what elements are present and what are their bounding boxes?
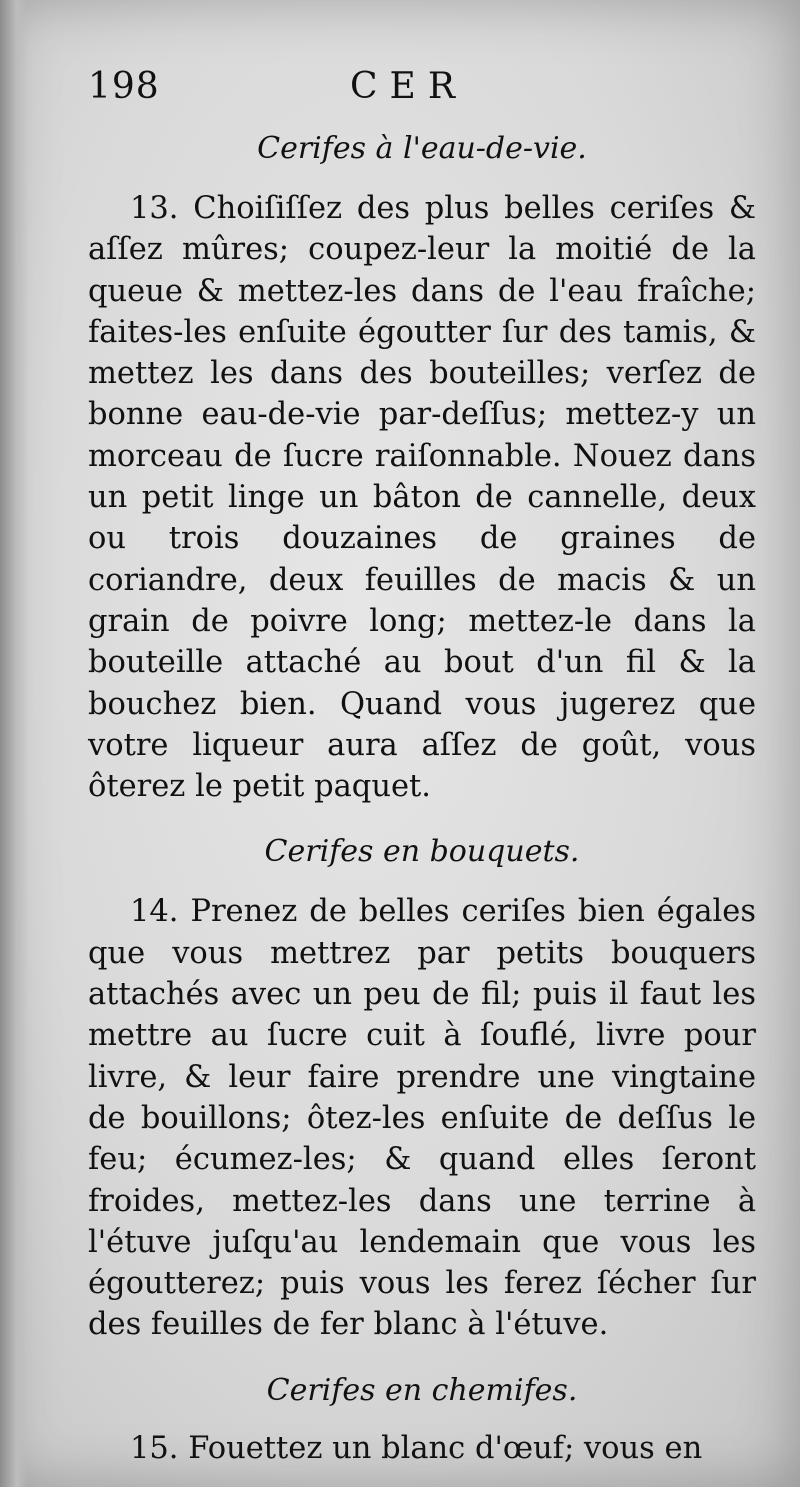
recipe-text-13: Choiſiſſez des plus belles ceriſes & aſſez mûres; coupez-leur la moitié de la queue & mettez-les dans de l'eau fraîche; faites-les enſuite égoutter ſur des tamis, & mettez les dans des bouteilles; verſez de bonne eau-de-vie par-deſſus; mettez-y un morceau de ſucre raiſonnable. Nouez dans un petit linge un bâton de cannelle, deux ou trois douzaines de graines de coriandre, deux feuilles de macis & un grain de poivre long; mettez-le dans la bouteille attaché au bout d'un fil & la bouchez bien. Quand vous jugerez que votre liqueur aura aſſez de goût, vous ôterez le petit paquet.	[88, 191, 756, 805]
running-head: CER	[350, 66, 467, 107]
recipe-number-13: 13.	[130, 191, 179, 226]
recipe-paragraph-14	[88, 891, 756, 1345]
recipe-text-15: Fouettez un blanc d'œuf; vous en	[188, 1430, 703, 1466]
recipe-text-14: Prenez de belles ceriſes bien égales que vous mettrez par petits bouquers attachés avec un peu de fil; puis il faut les mettre au ſucre cuit à ſouflé, livre pour livre, & leur faire prendre une vingtaine de bouillons; ôtez-les enſuite de deſſus le feu; écumez-les; & quand elles ſeront froides, mettez-les dans une terrine à l'étuve juſqu'au lendemain que vous les égoutterez; puis vous les ferez ſécher ſur des feuilles de fer blanc à l'étuve.	[88, 894, 756, 1343]
recipe-number-14: 14.	[130, 894, 179, 930]
page-body	[88, 122, 756, 1469]
section-title-14: Cerifes en bouquets.	[264, 834, 580, 870]
section-title-13: Cerifes à l'eau-de-vie.	[257, 131, 587, 166]
recipe-paragraph-13	[88, 188, 756, 807]
section-title-15: Cerifes en chemifes.	[266, 1372, 578, 1408]
page-header	[88, 62, 768, 114]
recipe-paragraph-15	[88, 1428, 756, 1469]
recipe-number-15: 15.	[130, 1430, 179, 1466]
page-binding-shadow	[0, 0, 28, 1487]
page-number: 198	[88, 66, 160, 107]
